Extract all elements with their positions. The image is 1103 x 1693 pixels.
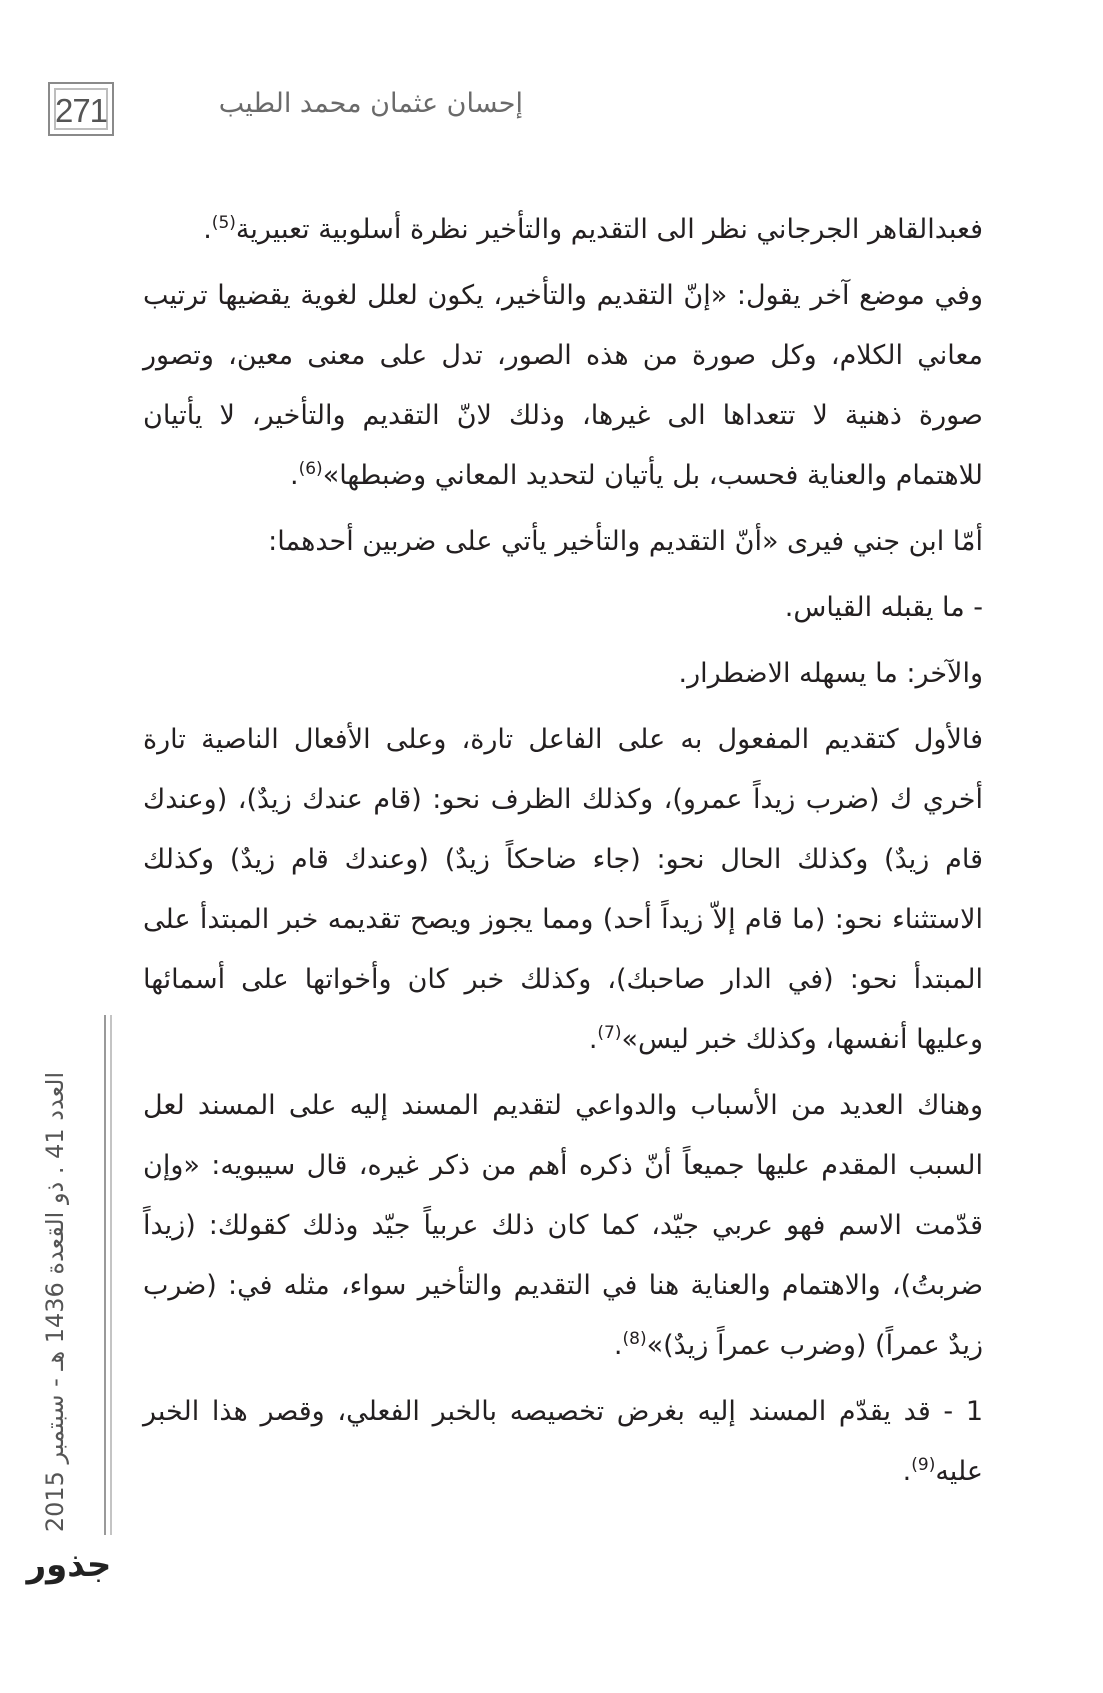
paragraph: [143, 644, 983, 704]
footnote-ref: (7): [597, 1023, 622, 1043]
divider: [110, 1015, 112, 1535]
paragraph: [143, 266, 983, 506]
divider: [104, 1015, 106, 1535]
page-number-box: [48, 82, 114, 136]
paragraph-text: - ما يقبله القياس.: [784, 592, 983, 623]
page-number: 271: [54, 92, 108, 129]
paragraph-text: أمّا ابن جني فيرى «أنّ التقديم والتأخير يأتي على ضربين أحدهما:: [268, 526, 983, 557]
paragraph: [143, 578, 983, 638]
running-head: إحسان عثمان محمد الطيب: [218, 88, 523, 119]
paragraph-punct: .: [203, 214, 212, 245]
paragraph-punct: .: [613, 1330, 623, 1361]
issue-line: العدد 41 . ذو القعدة 1436 هـ - سبتمبر 2015: [41, 1071, 69, 1533]
paragraph-text: وفي موضع آخر يقول: «إنّ التقديم والتأخير، يكون لعلل لغوية يقضيها ترتيب معاني الكلام، وكل صورة من هذه الصور، تدل على معنى معين، وتصور صورة ذهنية لا تتعداها الى غيرها، وذلك لانّ التقديم والتأخير، لا يأتيان للاهتمام والعناية فحسب، بل يأتيان لتحديد المعاني وضبطها»: [143, 280, 983, 491]
paragraph-text: فعبدالقاهر الجرجاني نظر الى التقديم والتأخير نظرة أسلوبية تعبيرية: [235, 214, 983, 245]
paragraph-text: والآخر: ما يسهله الاضطرار.: [678, 658, 983, 689]
footnote-ref: (9): [911, 1455, 936, 1475]
paragraph-punct: .: [588, 1024, 598, 1055]
paragraph: [143, 512, 983, 572]
paragraph: [143, 710, 983, 1070]
footnote-ref: (5): [211, 213, 236, 233]
paragraph: [143, 1076, 983, 1376]
footnote-ref: (8): [622, 1329, 647, 1349]
paragraph-text: 1 - قد يقدّم المسند إليه بغرض تخصيصه بالخبر الفعلي، وقصر هذا الخبر عليه: [143, 1396, 983, 1487]
paragraph-text: وهناك العديد من الأسباب والدواعي لتقديم المسند إليه على المسند لعل السبب المقدم عليها جميعاً أنّ ذكره أهم من ذكر غيره، قال سيبويه: «وإن قدّمت الاسم فهو عربي جيّد، كما كان ذلك عربياً جيّد وذلك كقولك: (زيداً ضربتُ)، والاهتمام والعناية هنا في التقديم والتأخير سواء، مثله في: (ضرب زيدٌ عمراً) (وضرب عمراً زيدٌ)»: [143, 1090, 983, 1361]
paragraph: [143, 200, 983, 260]
footnote-ref: (6): [298, 459, 323, 479]
paragraph: [143, 1382, 983, 1502]
body-text: [143, 200, 983, 1508]
paragraph-punct: .: [902, 1456, 912, 1487]
paragraph-text: فالأول كتقديم المفعول به على الفاعل تارة، وعلى الأفعال الناصية تارة أخري ك (ضرب زيداً عمرو)، وكذلك الظرف نحو: (قام عندك زيدٌ)، (وعندك قام زيدٌ) وكذلك الحال نحو: (جاء ضاحكاً زيدٌ) (وعندك قام زيدٌ) وكذلك الاستثناء نحو: (ما قام إلاّ زيداً أحد) ومما يجوز ويصح تقديمه خبر المبتدأ على المبتدأ نحو: (في الدار صاحبك)، وكذلك خبر كان وأخواتها على أسمائها وعليها أنفسها، وكذلك خبر ليس»: [143, 724, 983, 1055]
paragraph-punct: .: [289, 460, 299, 491]
side-strip: [26, 1015, 112, 1595]
journal-logo: جذور: [26, 1545, 112, 1585]
